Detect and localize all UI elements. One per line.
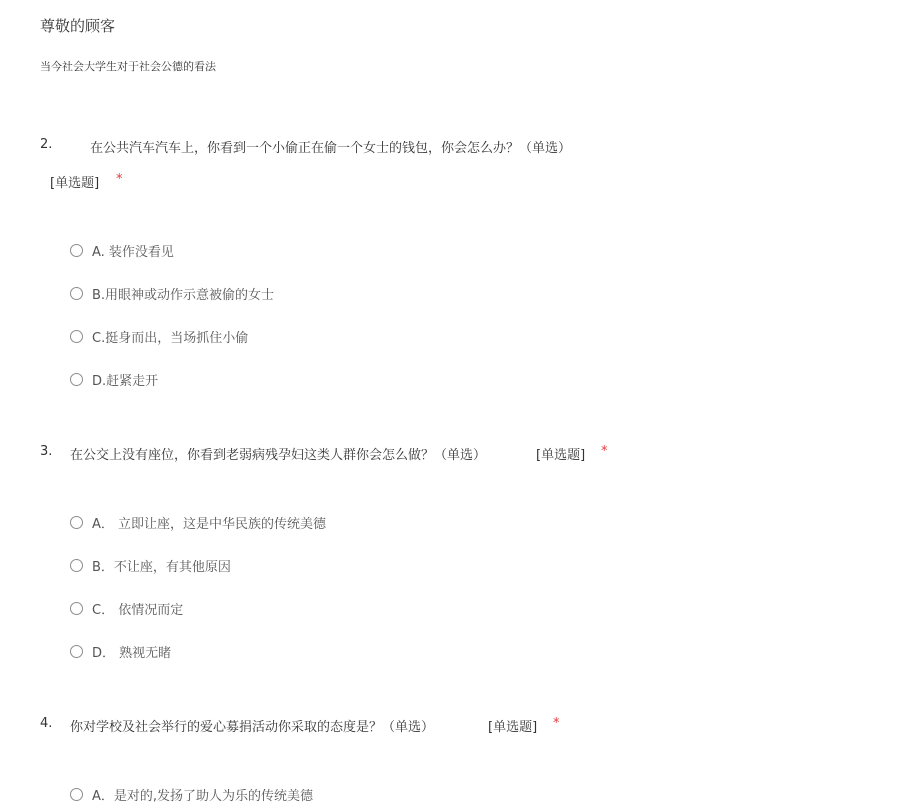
question-number: 3. — [40, 444, 53, 459]
question-text: 在公交上没有座位，你看到老弱病残孕妇这类人群你会怎么做？（单选） — [70, 448, 487, 463]
radio-circle-icon[interactable] — [70, 645, 83, 658]
option-2b[interactable] — [70, 284, 274, 302]
option-3d[interactable] — [70, 642, 171, 660]
radio-circle-icon[interactable] — [70, 559, 83, 572]
option-2a[interactable] — [70, 241, 174, 259]
radio-circle-icon[interactable] — [70, 602, 83, 615]
option-label: B.用眼神或动作示意被偷的女士 — [92, 287, 275, 303]
option-label: C． 依情况而定 — [92, 602, 184, 618]
option-label: A． 立即让座，这是中华民族的传统美德 — [92, 516, 327, 532]
option-3b[interactable] — [70, 556, 231, 574]
required-marker: * — [601, 444, 608, 459]
question-number: 4. — [40, 716, 53, 731]
option-label: D． 熟视无睹 — [92, 645, 172, 661]
option-label: C.挺身而出，当场抓住小偷 — [92, 330, 249, 346]
question-number: 2. — [40, 137, 53, 152]
radio-circle-icon[interactable] — [70, 244, 83, 257]
required-marker: * — [553, 716, 560, 731]
survey-subtitle: 当今社会大学生对于社会公德的看法 — [40, 60, 216, 73]
question-type-tag: [单选题] — [536, 448, 586, 463]
option-label: B．不让座，有其他原因 — [92, 559, 231, 575]
required-marker: * — [116, 172, 123, 187]
question-type-tag: [单选题] — [488, 720, 538, 735]
question-text: 在公共汽车汽车上，你看到一个小偷正在偷一个女士的钱包，你会怎么办？（单选） — [90, 141, 572, 156]
question-text: 你对学校及社会举行的爱心募捐活动你采取的态度是？（单选） — [70, 720, 435, 735]
radio-circle-icon[interactable] — [70, 330, 83, 343]
option-2d[interactable] — [70, 370, 158, 388]
radio-circle-icon[interactable] — [70, 287, 83, 300]
question-type-tag: [单选题] — [50, 176, 100, 191]
radio-circle-icon[interactable] — [70, 516, 83, 529]
radio-circle-icon[interactable] — [70, 373, 83, 386]
option-3c[interactable] — [70, 599, 183, 617]
option-label: A．是对的,发扬了助人为乐的传统美德 — [92, 788, 314, 804]
option-label: A. 装作没看见 — [92, 244, 174, 260]
option-4a[interactable] — [70, 785, 313, 803]
radio-circle-icon[interactable] — [70, 788, 83, 801]
option-3a[interactable] — [70, 513, 326, 531]
option-label: D.赶紧走开 — [92, 373, 159, 389]
option-2c[interactable] — [70, 327, 248, 345]
survey-title: 尊敬的顾客 — [40, 17, 116, 35]
